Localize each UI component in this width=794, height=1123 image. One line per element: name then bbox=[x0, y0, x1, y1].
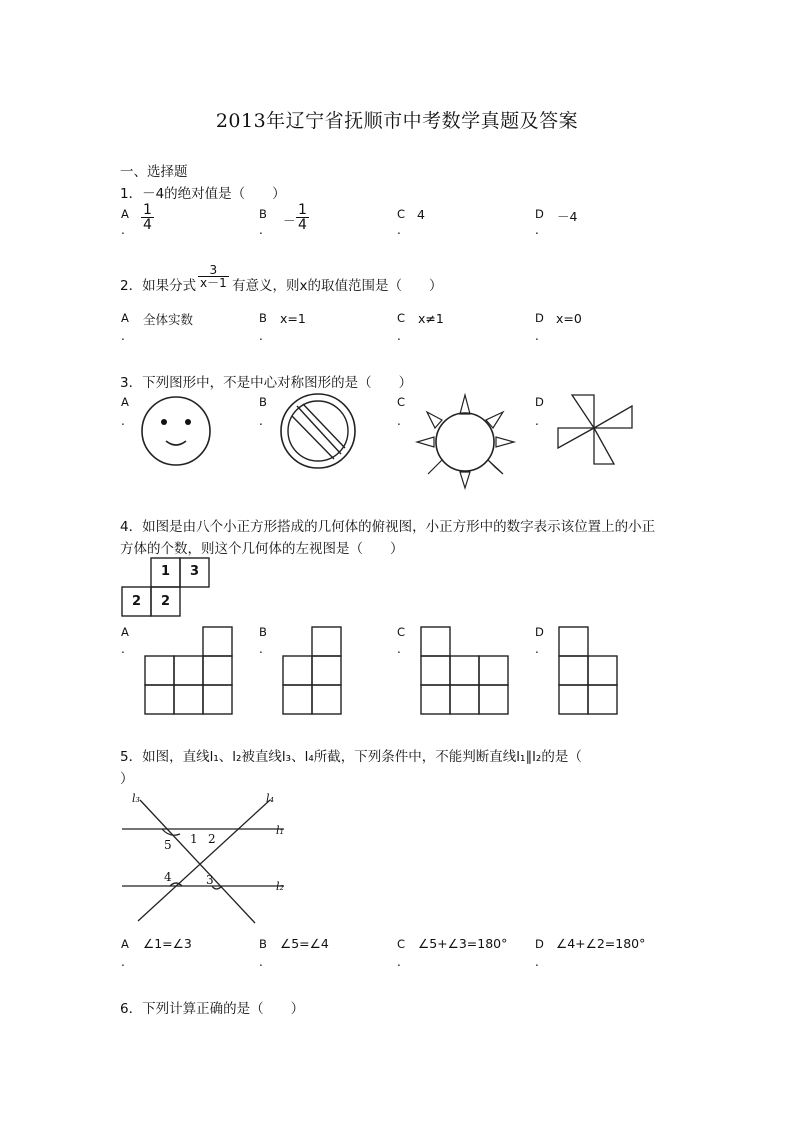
q1-stem: 1．－4的绝对值是（ ） bbox=[120, 186, 286, 202]
option-text: 全体实数 bbox=[143, 312, 194, 327]
numerator: 1 bbox=[143, 202, 152, 218]
option-text: ∠5+∠3=180° bbox=[418, 936, 508, 951]
page-title: 2013年辽宁省抚顺市中考数学真题及答案 bbox=[215, 110, 579, 132]
option-dot: . bbox=[535, 329, 539, 343]
option-letter: B bbox=[259, 937, 267, 951]
option-text: 4 bbox=[417, 207, 425, 222]
left-view-figure-d bbox=[558, 626, 620, 716]
option-letter: B bbox=[259, 625, 267, 639]
option-letter: B bbox=[259, 311, 267, 325]
option-letter: D bbox=[535, 625, 544, 639]
option-text: ∠1=∠3 bbox=[143, 936, 192, 951]
minus-sign: － bbox=[283, 213, 296, 228]
angle-label-4: 4 bbox=[164, 870, 172, 884]
option-letter: A bbox=[121, 311, 129, 325]
option-letter: C bbox=[397, 207, 406, 221]
grid-number: 1 bbox=[161, 564, 171, 579]
option-dot: . bbox=[397, 642, 401, 656]
option-text: ∠5=∠4 bbox=[280, 936, 329, 951]
q4-stem-line2: 方体的个数，则这个几何体的左视图是（ ） bbox=[120, 541, 404, 557]
fraction bbox=[141, 203, 154, 232]
parallel-lines-figure bbox=[118, 788, 293, 928]
q2-stem-post: 有意义，则x的取值范围是（ ） bbox=[232, 278, 443, 294]
left-view-figure-c bbox=[420, 626, 510, 716]
q5-stem-line1: 5．如图，直线l₁、l₂被直线l₃、l₄所截，下列条件中，不能判断直线l₁∥l₂的是（ bbox=[120, 749, 582, 765]
option-letter: A bbox=[121, 937, 129, 951]
option-dot: . bbox=[535, 642, 539, 656]
option-dot: . bbox=[121, 329, 125, 343]
smiley-face-figure bbox=[140, 395, 212, 467]
option-letter: A bbox=[121, 625, 129, 639]
option-dot: . bbox=[535, 414, 539, 428]
line-label-l4: l₄ bbox=[266, 792, 274, 805]
option-letter: B bbox=[259, 395, 267, 409]
option-letter: C bbox=[397, 937, 406, 951]
option-dot: . bbox=[121, 955, 125, 969]
grid-number: 2 bbox=[161, 594, 171, 609]
no-sign-figure bbox=[279, 392, 357, 470]
q5-stem-line2: ） bbox=[120, 771, 134, 787]
section-heading: 一、选择题 bbox=[120, 164, 188, 180]
line-label-l2: l₂ bbox=[276, 880, 284, 893]
option-letter: D bbox=[535, 937, 544, 951]
denominator: 4 bbox=[143, 217, 152, 233]
line-label-l3: l₃ bbox=[132, 792, 140, 805]
q4-stem-line1: 4．如图是由八个小正方形搭成的几何体的俯视图，小正方形中的数字表示该位置上的小正 bbox=[120, 519, 656, 535]
option-letter: D bbox=[535, 395, 544, 409]
grid-number: 2 bbox=[132, 594, 142, 609]
denominator: 4 bbox=[298, 217, 307, 233]
option-text: x=1 bbox=[280, 311, 306, 326]
sun-figure bbox=[415, 392, 517, 488]
q2-fraction bbox=[198, 264, 229, 289]
option-dot: . bbox=[259, 414, 263, 428]
option-letter: A bbox=[121, 207, 129, 221]
option-text: x≠1 bbox=[418, 311, 444, 326]
option-dot: . bbox=[259, 329, 263, 343]
option-dot: . bbox=[121, 642, 125, 656]
option-letter: C bbox=[397, 395, 406, 409]
option-dot: . bbox=[259, 223, 263, 237]
q2-stem-pre: 2．如果分式 bbox=[120, 278, 197, 294]
option-text: －4 bbox=[557, 209, 578, 224]
angle-label-3: 3 bbox=[206, 873, 214, 887]
pinwheel-figure bbox=[556, 392, 634, 468]
option-dot: . bbox=[397, 329, 401, 343]
grid-number: 3 bbox=[190, 564, 200, 579]
angle-label-2: 2 bbox=[208, 832, 216, 846]
option-dot: . bbox=[259, 955, 263, 969]
fraction bbox=[296, 203, 309, 232]
angle-label-5: 5 bbox=[164, 838, 172, 852]
option-dot: . bbox=[259, 642, 263, 656]
option-letter: A bbox=[121, 395, 129, 409]
left-view-figure-b bbox=[282, 626, 344, 716]
numerator: 1 bbox=[298, 202, 307, 218]
q3-stem: 3．下列图形中，不是中心对称图形的是（ ） bbox=[120, 375, 413, 391]
denominator: x－1 bbox=[200, 276, 227, 290]
left-view-figure-a bbox=[144, 626, 234, 716]
option-dot: . bbox=[121, 223, 125, 237]
option-dot: . bbox=[397, 955, 401, 969]
option-text: x=0 bbox=[556, 311, 582, 326]
option-letter: C bbox=[397, 311, 406, 325]
q6-stem: 6．下列计算正确的是（ ） bbox=[120, 1001, 305, 1017]
option-dot: . bbox=[397, 223, 401, 237]
option-letter: B bbox=[259, 207, 267, 221]
angle-label-1: 1 bbox=[190, 832, 198, 846]
option-letter: C bbox=[397, 625, 406, 639]
numerator: 3 bbox=[209, 263, 218, 277]
option-letter: D bbox=[535, 207, 544, 221]
option-letter: D bbox=[535, 311, 544, 325]
option-dot: . bbox=[121, 414, 125, 428]
line-label-l1: l₁ bbox=[276, 824, 284, 837]
option-dot: . bbox=[535, 955, 539, 969]
option-dot: . bbox=[535, 223, 539, 237]
option-dot: . bbox=[397, 414, 401, 428]
option-text: ∠4+∠2=180° bbox=[556, 936, 646, 951]
